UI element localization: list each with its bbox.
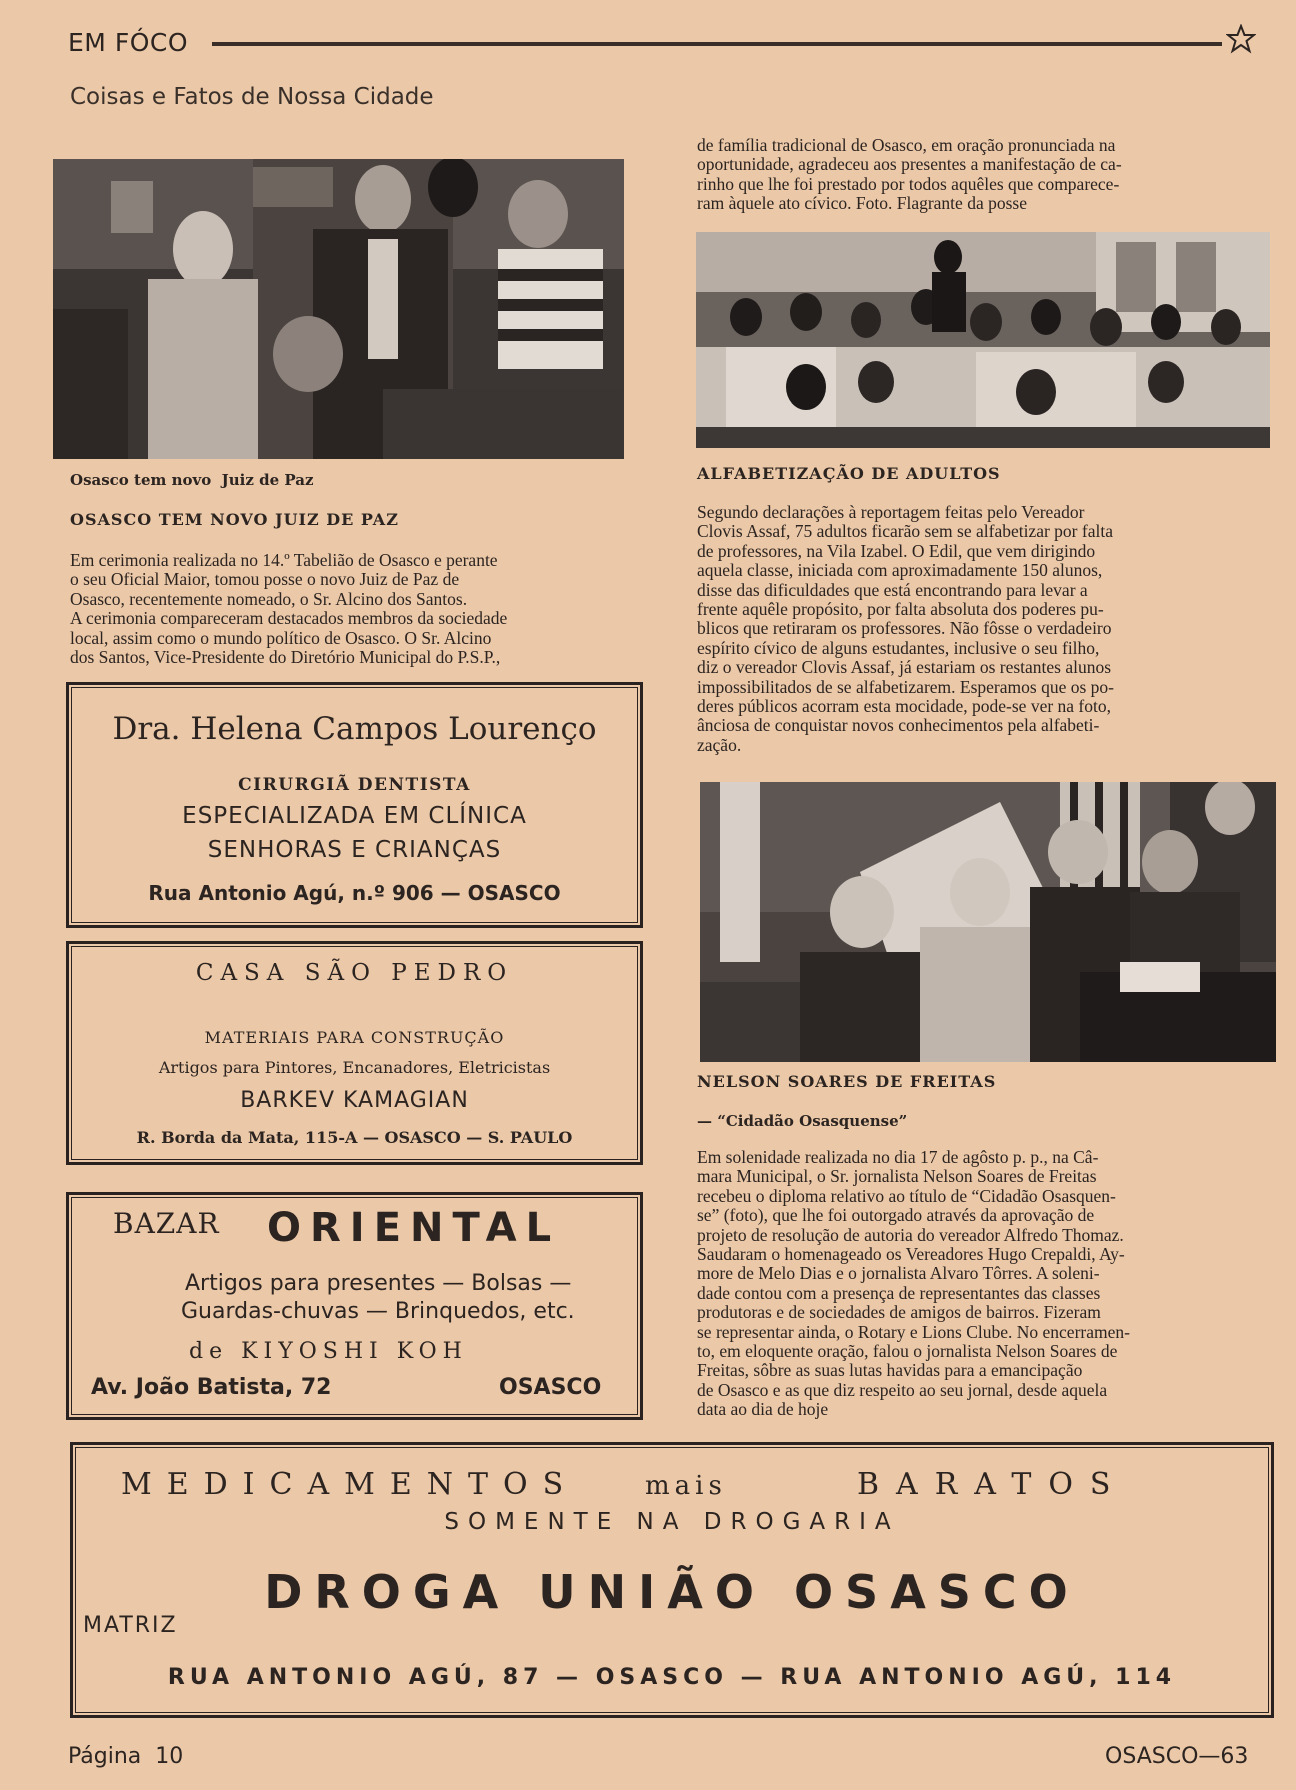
bazar-line-2: Guardas-chuvas — Brinquedos, etc. (181, 1299, 575, 1324)
text-line: rinho que lhe foi prestado por todos aquêles que comparece- (697, 173, 1120, 194)
text-line: de família tradicional de Osasco, em oração pronunciada na (697, 135, 1116, 155)
casa-name: CASA SÃO PEDRO (195, 960, 514, 986)
dentist-address: Rua Antonio Agú, n.º 906 — OSASCO (148, 881, 561, 905)
article-juiz-body (70, 551, 642, 667)
text-line: o seu Oficial Maior, tomou posse o novo Juiz de Paz de (70, 569, 460, 590)
drogaria-line-1a: MEDICAMENTOS (121, 1467, 579, 1502)
photo-juiz-de-paz (53, 159, 624, 459)
dentist-specialty-1: ESPECIALIZADA EM CLÍNICA (182, 803, 527, 829)
header-rule (212, 42, 1222, 46)
star-outline-icon (1226, 24, 1256, 54)
casa-line-1: MATERIAIS PARA CONSTRUÇÃO (204, 1028, 505, 1047)
article-nelson-body (697, 1148, 1269, 1420)
text-line: aquela classe, iniciada com aproximadamente 150 alunos, (697, 560, 1103, 581)
section-title: EM FÓCO (68, 28, 189, 57)
text-line: Em cerimonia realizada no 14.º Tabelião de Osasco e perante (70, 550, 498, 570)
text-line: dos Santos, Vice-Presidente do Diretório Municipal do P.S.P., (70, 647, 501, 668)
text-line: dade contou com a presença de representantes das classes (697, 1282, 1101, 1303)
ad-bazar-oriental (66, 1192, 643, 1420)
page-number: Página 10 (68, 1744, 184, 1769)
bazar-line-1: Artigos para presentes — Bolsas — (185, 1271, 572, 1296)
text-line: zação. (697, 734, 742, 755)
text-line: A cerimonia compareceram destacados membros da sociedade (70, 608, 508, 629)
text-line: local, assim como o mundo político de Osasco. O Sr. Alcino (70, 627, 492, 648)
drogaria-name: DROGA UNIÃO OSASCO (264, 1565, 1080, 1619)
text-line: blicos que retiraram os professores. Não fôsse o verdadeiro (697, 618, 1112, 639)
headline-juiz: OSASCO TEM NOVO JUIZ DE PAZ (70, 510, 399, 529)
ad-dentista (66, 682, 643, 928)
text-line: data ao dia de hoje (697, 1399, 829, 1420)
ad-casa-sao-pedro (66, 941, 643, 1165)
drogaria-line-2: SOMENTE NA DROGARIA (444, 1509, 900, 1535)
photo-caption-juiz: Osasco tem novo Juiz de Paz (70, 471, 314, 489)
text-line: ânciosa de conquistar novos conhecimentos pela alfabeti- (697, 715, 1100, 736)
bazar-word-1: BAZAR (113, 1207, 220, 1240)
text-line: se” (foto), que lhe foi outorgado através da aprovação de (697, 1205, 1095, 1226)
issue-number: OSASCO—63 (1105, 1744, 1249, 1769)
ad-drogaria (70, 1442, 1274, 1718)
drogaria-line-1b: mais (645, 1471, 727, 1501)
text-line: espírito cívico de alguns estudantes, inclusive o seu filho, (697, 637, 1100, 658)
text-line: Segundo declarações à reportagem feitas pelo Vereador (697, 502, 1085, 522)
text-line: disse das dificuldades que está encontrando para levar a (697, 579, 1088, 600)
drogaria-line-1c: BARATOS (857, 1467, 1128, 1502)
article-juiz-continuation (697, 136, 1269, 214)
text-line: to, em eloquente oração, falou o jornalista Nelson Soares de (697, 1341, 1118, 1362)
text-line: produtoras e de sociedades de amigos de bairros. Fizeram (697, 1302, 1101, 1323)
subhead-nelson: — “Cidadão Osasquense” (697, 1112, 908, 1130)
dentist-name: Dra. Helena Campos Lourenço (112, 711, 597, 747)
bazar-word-2: ORIENTAL (267, 1205, 561, 1251)
text-line: more de Melo Dias e o jornalista Alvaro Tôrres. A soleni- (697, 1263, 1100, 1284)
dentist-profession: CIRURGIÃ DENTISTA (238, 775, 471, 795)
text-line: Saudaram o homenageado os Vereadores Hugo Crepaldi, Ay- (697, 1244, 1125, 1265)
photo-nelson-soares (700, 782, 1276, 1062)
article-alfabetizacao-body (697, 503, 1269, 755)
text-line: ram àquele ato cívico. Foto. Flagrante da posse (697, 193, 1027, 214)
text-line: recebeu o diploma relativo ao título de “Cidadão Osasquen- (697, 1185, 1116, 1206)
headline-alfabetizacao: ALFABETIZAÇÃO DE ADULTOS (697, 464, 1001, 483)
bazar-city: OSASCO (499, 1375, 602, 1400)
text-line: mara Municipal, o Sr. jornalista Nelson Soares de Freitas (697, 1166, 1097, 1187)
text-line: Freitas, sôbre as suas lutas havidas para a emancipação (697, 1360, 1083, 1381)
bazar-address: Av. João Batista, 72 (91, 1375, 332, 1400)
drogaria-matriz: MATRIZ (83, 1613, 178, 1638)
drogaria-addresses: RUA ANTONIO AGÚ, 87 — OSASCO — RUA ANTONIO AGÚ, 114 (167, 1665, 1177, 1690)
text-line: Osasco, recentemente nomeado, o Sr. Alcino dos Santos. (70, 588, 468, 609)
casa-line-2: Artigos para Pintores, Encanadores, Eletricistas (158, 1058, 551, 1077)
text-line: se representar ainda, o Rotary e Lions Clube. No encerramen- (697, 1321, 1130, 1342)
headline-nelson: NELSON SOARES DE FREITAS (697, 1072, 997, 1091)
text-line: impossibilitados de se alfabetizarem. Esperamos que os po- (697, 676, 1114, 697)
casa-address: R. Borda da Mata, 115-A — OSASCO — S. PAULO (136, 1128, 573, 1147)
text-line: Em solenidade realizada no dia 17 de agôsto p. p., na Câ- (697, 1147, 1099, 1167)
section-subtitle: Coisas e Fatos de Nossa Cidade (70, 84, 434, 110)
text-line: frente aquêle propósito, por falta absoluta dos poderes pu- (697, 599, 1104, 620)
text-line: deres públicos acorram esta mocidade, pode-se ver na foto, (697, 696, 1112, 717)
text-line: Clovis Assaf, 75 adultos ficarão sem se alfabetizar por falta (697, 521, 1113, 542)
casa-owner: BARKEV KAMAGIAN (240, 1088, 469, 1113)
text-line: oportunidade, agradeceu aos presentes a manifestação de ca- (697, 154, 1122, 175)
text-line: de professores, na Vila Izabel. O Edil, que vem dirigindo (697, 540, 1096, 561)
photo-alfabetizacao (696, 232, 1270, 448)
bazar-owner: de KIYOSHI KOH (189, 1339, 468, 1364)
dentist-specialty-2: SENHORAS E CRIANÇAS (207, 837, 502, 863)
text-line: de Osasco e as que diz respeito ao seu jornal, desde aquela (697, 1379, 1108, 1400)
text-line: projeto de resolução de autoria do vereador Alfredo Thomaz. (697, 1224, 1124, 1245)
text-line: diz o vereador Clovis Assaf, já estariam os restantes alunos (697, 657, 1112, 678)
